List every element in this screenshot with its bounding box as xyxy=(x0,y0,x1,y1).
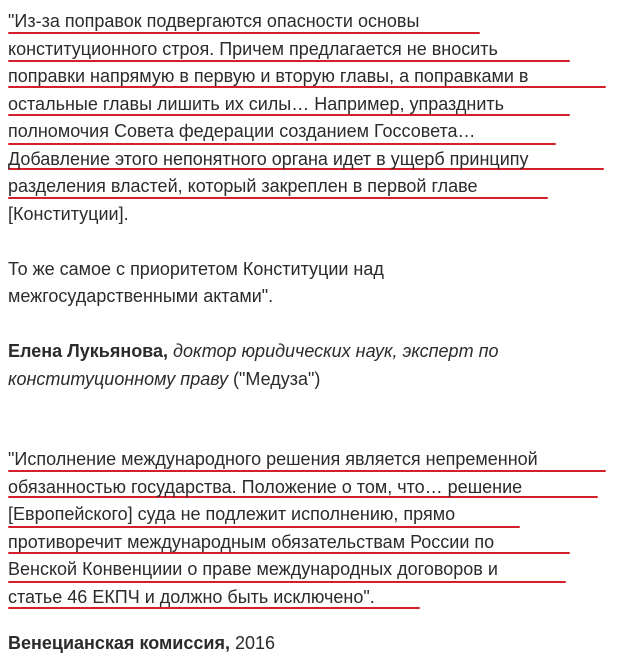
quote-lukyanova xyxy=(8,8,614,311)
quote-line: поправки напрямую в первую и вторую главы, а поправками в xyxy=(8,63,614,91)
author-name: Елена Лукьянова, xyxy=(8,341,169,361)
quote-line: остальные главы лишить их силы… Например, упразднить xyxy=(8,91,614,119)
red-underline xyxy=(8,143,556,145)
red-underline xyxy=(8,60,570,62)
author-name: Венецианская комиссия, xyxy=(8,633,230,653)
quote-line: [Европейского] суда не подлежит исполнению, прямо xyxy=(8,501,614,529)
quote-line: "Из-за поправок подвергаются опасности основы xyxy=(8,8,614,36)
quote-line: разделения властей, который закреплен в первой главе xyxy=(8,173,614,201)
quote-line: конституционного строя. Причем предлагается не вносить xyxy=(8,36,614,64)
red-underline xyxy=(8,197,548,199)
red-underline xyxy=(8,607,420,609)
quote-line: Венской Конвенциии о праве международных договоров и xyxy=(8,556,614,584)
quote-line: Добавление этого непонятного органа идет в ущерб принципу xyxy=(8,146,614,174)
quote-line: То же самое с приоритетом Конституции над xyxy=(8,258,384,279)
author-role: доктор юридических наук, эксперт по xyxy=(173,341,499,361)
quote-line: "Исполнение международного решения является непременной xyxy=(8,446,614,474)
red-underline xyxy=(8,32,480,34)
quote-line: статье 46 ЕКПЧ и должно быть исключено". xyxy=(8,584,614,612)
quote-line: обязанностью государства. Положение о том, что… решение xyxy=(8,474,614,502)
attribution-venice-commission xyxy=(8,630,614,658)
red-underline xyxy=(8,470,606,472)
quote-line: противоречит международным обязательствам России по xyxy=(8,529,614,557)
author-role: конституционному праву xyxy=(8,368,229,389)
red-underline xyxy=(8,114,570,116)
year-label: 2016 xyxy=(234,633,276,653)
red-underline xyxy=(8,581,566,583)
red-underline xyxy=(8,526,520,528)
source-label: ("Медуза") xyxy=(233,368,321,389)
quote-line: полномочия Совета федерации созданием Госсовета… xyxy=(8,118,614,146)
quote-venice-commission xyxy=(8,446,614,611)
red-underline xyxy=(8,552,570,554)
quote-line: межгосударственными актами". xyxy=(8,286,274,306)
attribution-lukyanova xyxy=(8,338,614,393)
quote-line: [Конституции]. xyxy=(8,203,129,224)
